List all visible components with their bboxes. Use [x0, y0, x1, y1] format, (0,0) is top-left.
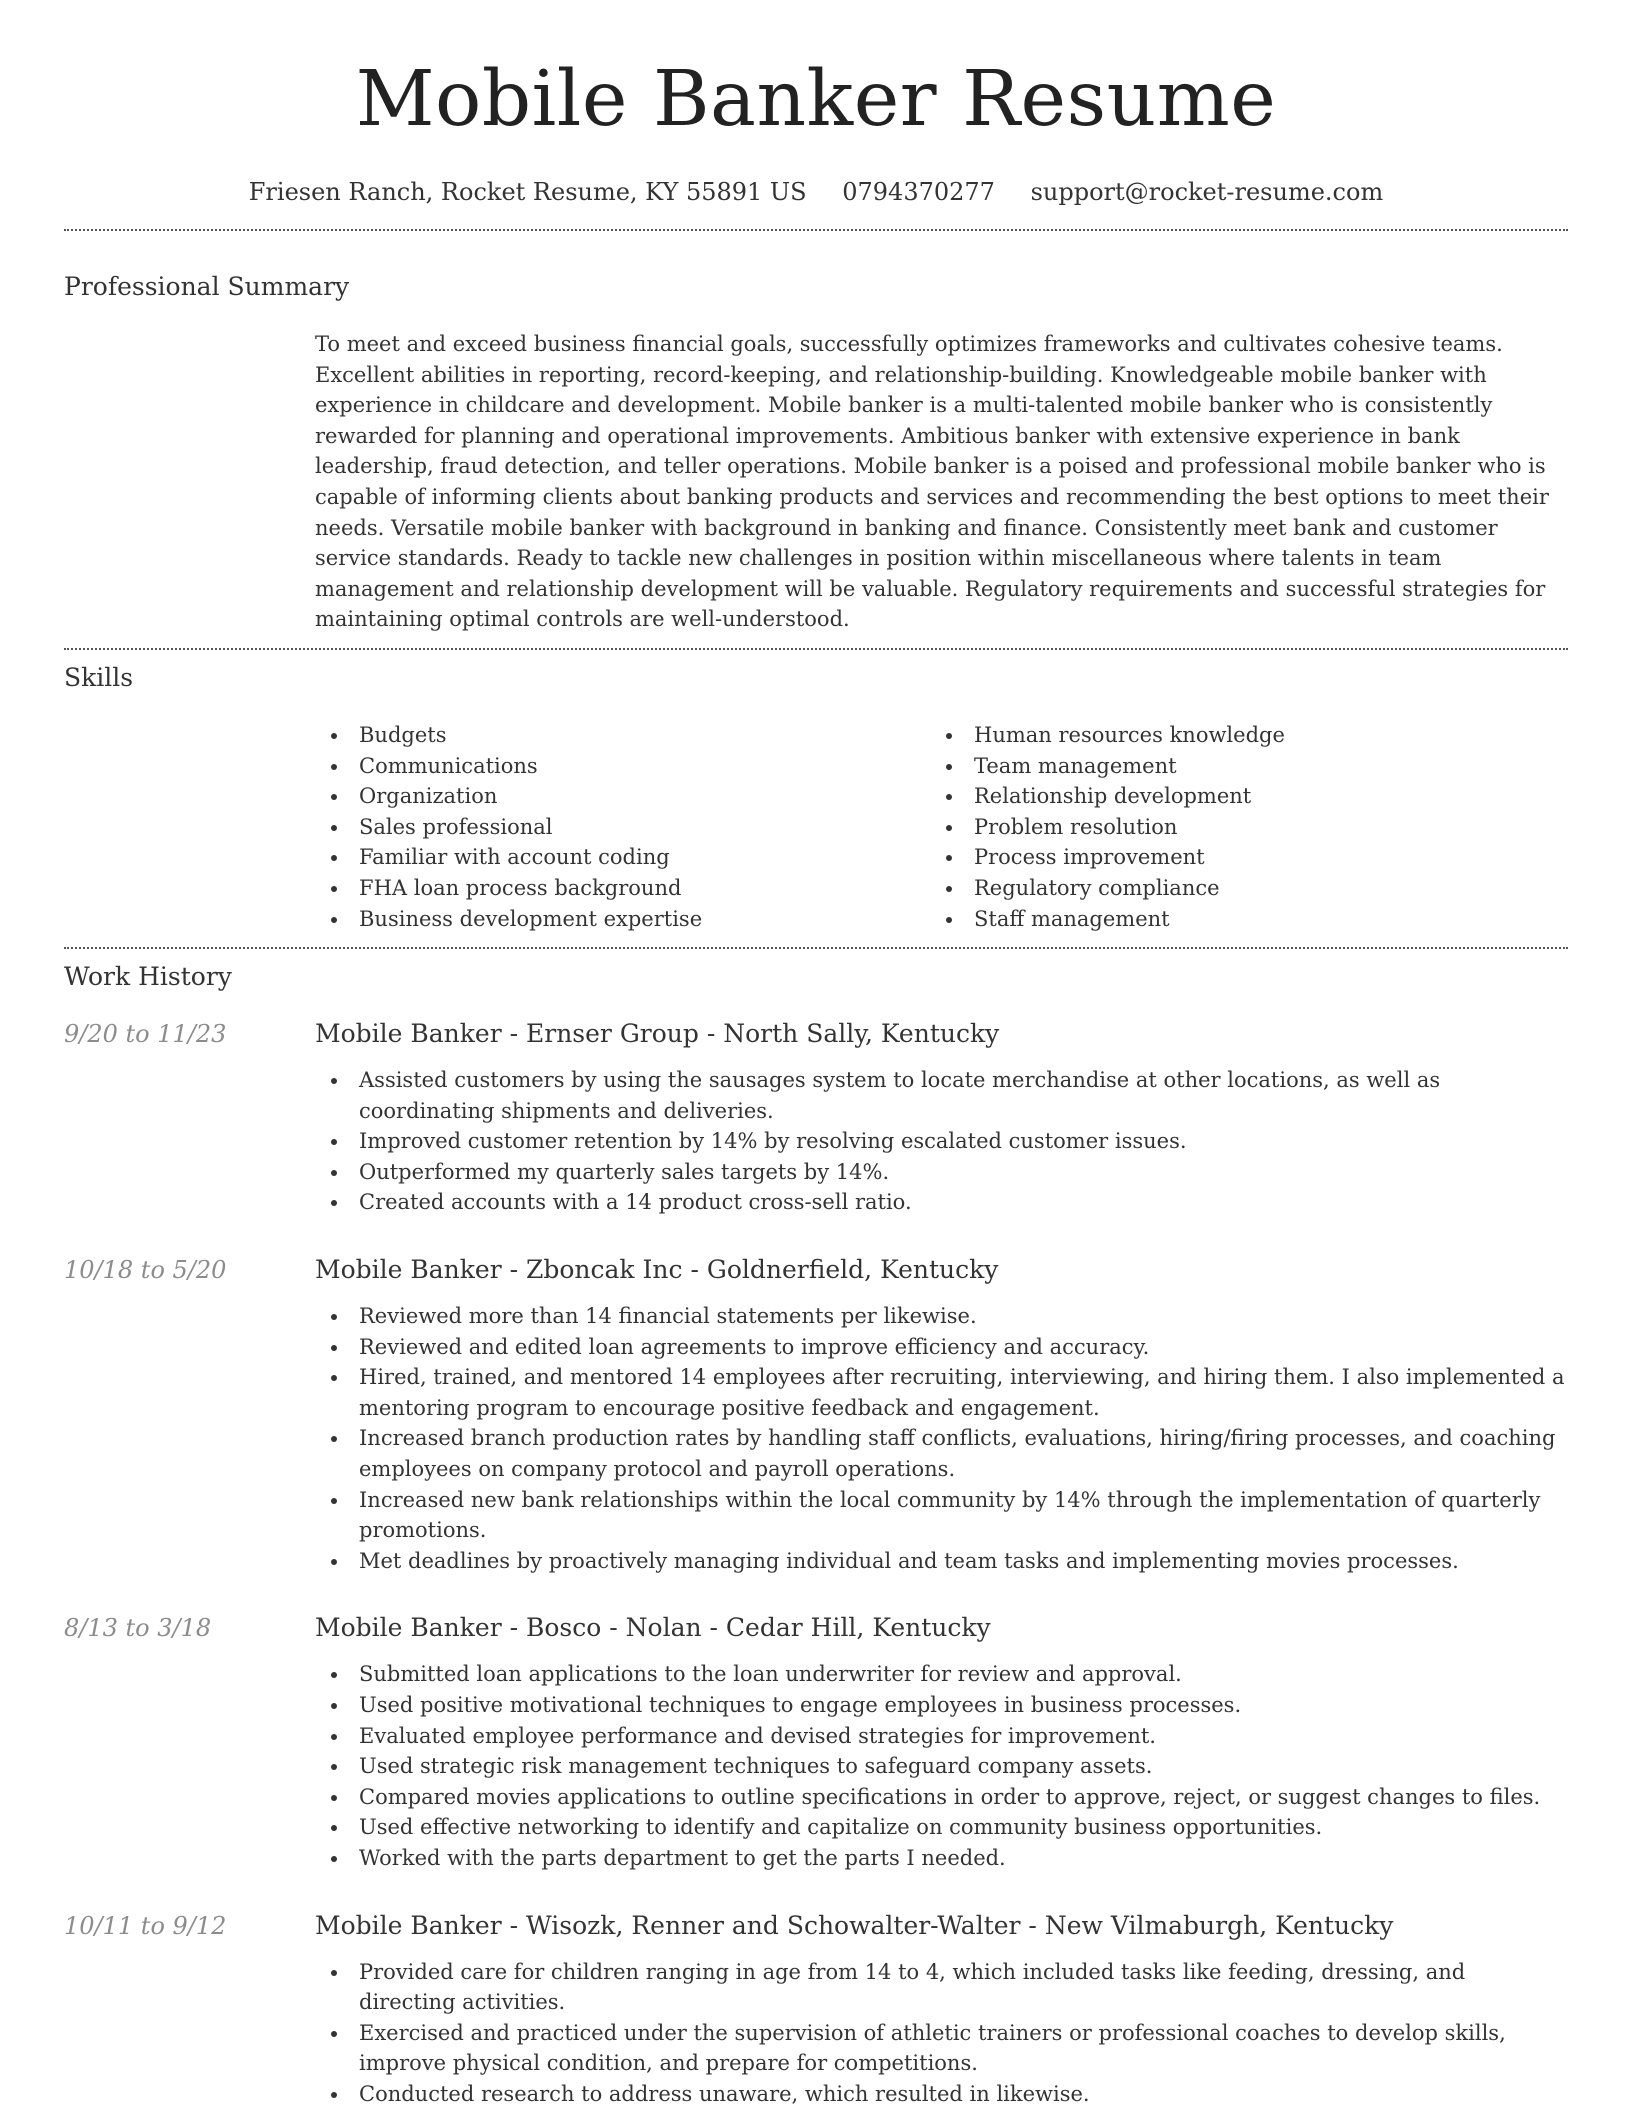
- resume-title: Mobile Banker Resume: [355, 55, 1277, 144]
- work-heading: Work History: [64, 962, 232, 992]
- job-title: Mobile Banker - Bosco - Nolan - Cedar Hill, Kentucky: [315, 1613, 991, 1643]
- job-entry: [64, 1018, 1568, 1218]
- job-bullet: Met deadlines by proactively managing individual and team tasks and implementing movies processes.: [315, 1546, 1568, 1577]
- job-bullet: Used strategic risk management techniques to safeguard company assets.: [315, 1751, 1568, 1782]
- job-bullet: Conducted research to address unaware, which resulted in likewise.: [315, 2079, 1568, 2110]
- summary-text: To meet and exceed business financial goals, successfully optimizes frameworks and cultivates cohesive teams. Excellent abilities in reporting, record-keeping, and relationship-building. Knowledgeable mobile banker with experience in childcare and development. Mobile banker is a multi-talented mobile banker who is consistently rewarded for planning and operational improvements. Ambitious banker with extensive experience in bank leadership, fraud detection, and teller operations. Mobile banker is a poised and professional mobile banker who is capable of informing clients about banking products and services and recommending the best options to meet their needs. Versatile mobile banker with background in banking and finance. Consistently meet bank and customer service standards. Ready to tackle new challenges in position within miscellaneous where talents in team management and relationship development will be valuable. Regulatory requirements and successful strategies for maintaining optimal controls are well-understood.: [315, 332, 1549, 632]
- job-details: [315, 1910, 1568, 2110]
- job-bullets: [315, 1301, 1568, 1576]
- job-title: Mobile Banker - Wisozk, Renner and Schowalter-Walter - New Vilmaburgh, Kentucky: [315, 1910, 1394, 1940]
- job-bullet: Reviewed more than 14 financial statements per likewise.: [315, 1301, 1568, 1332]
- skill-item: Process improvement: [930, 842, 1545, 873]
- job-dates: 8/13 to 3/18: [64, 1614, 212, 1643]
- job-bullet: Submitted loan applications to the loan underwriter for review and approval.: [315, 1659, 1568, 1690]
- divider: [64, 947, 1568, 949]
- skills-column-left: [315, 720, 930, 934]
- job-bullet: Compared movies applications to outline specifications in order to approve, reject, or suggest changes to files.: [315, 1782, 1568, 1813]
- job-bullet: Created accounts with a 14 product cross-sell ratio.: [315, 1187, 1568, 1218]
- job-bullet: Used positive motivational techniques to engage employees in business processes.: [315, 1690, 1568, 1721]
- skill-item: Organization: [315, 781, 930, 812]
- skill-item: Human resources knowledge: [930, 720, 1545, 751]
- skill-item: Familiar with account coding: [315, 842, 930, 873]
- job-entry: [64, 1910, 1568, 2110]
- skill-item: Communications: [315, 751, 930, 782]
- skill-item: Sales professional: [315, 812, 930, 843]
- job-title: Mobile Banker - Zboncak Inc - Goldnerfield, Kentucky: [315, 1255, 999, 1285]
- skill-item: FHA loan process background: [315, 873, 930, 904]
- summary-heading: Professional Summary: [64, 272, 350, 301]
- job-bullet: Evaluated employee performance and devised strategies for improvement.: [315, 1721, 1568, 1752]
- skill-item: Staff management: [930, 904, 1545, 935]
- job-bullet: Assisted customers by using the sausages system to locate merchandise at other locations, as well as coordinating shipments and deliveries.: [315, 1065, 1568, 1126]
- divider: [64, 648, 1568, 650]
- contact-phone: 0794370277: [842, 178, 995, 206]
- job-bullet: Hired, trained, and mentored 14 employees after recruiting, interviewing, and hiring them. I also implemented a mentoring program to encourage positive feedback and engagement.: [315, 1362, 1568, 1423]
- job-bullets: [315, 1659, 1568, 1873]
- job-entry: [64, 1254, 1568, 1576]
- job-bullet: Provided care for children ranging in age from 14 to 4, which included tasks like feeding, dressing, and directing activities.: [315, 1957, 1568, 2018]
- job-bullet: Increased new bank relationships within the local community by 14% through the implementation of quarterly promotions.: [315, 1485, 1568, 1546]
- job-bullet: Exercised and practiced under the supervision of athletic trainers or professional coaches to develop skills, improve physical condition, and prepare for competitions.: [315, 2018, 1568, 2079]
- skill-item: Budgets: [315, 720, 930, 751]
- job-bullets: [315, 1957, 1568, 2110]
- skill-item: Business development expertise: [315, 904, 930, 935]
- job-bullet: Worked with the parts department to get the parts I needed.: [315, 1843, 1568, 1874]
- job-details: [315, 1612, 1568, 1873]
- job-bullet: Outperformed my quarterly sales targets by 14%.: [315, 1157, 1568, 1188]
- skills-heading: Skills: [64, 662, 134, 692]
- skills-list: [315, 720, 1568, 934]
- skill-item: Relationship development: [930, 781, 1545, 812]
- contact-email: support@rocket-resume.com: [1030, 178, 1384, 206]
- contact-address: Friesen Ranch, Rocket Resume, KY 55891 US: [248, 178, 807, 206]
- job-bullet: Used effective networking to identify and capitalize on community business opportunities.: [315, 1812, 1568, 1843]
- job-bullets: [315, 1065, 1568, 1218]
- job-details: [315, 1018, 1568, 1218]
- job-dates: 10/18 to 5/20: [64, 1256, 227, 1285]
- skill-item: Team management: [930, 751, 1545, 782]
- job-dates: 10/11 to 9/12: [64, 1911, 227, 1940]
- job-details: [315, 1254, 1568, 1576]
- contact-line: [64, 176, 1568, 208]
- divider: [64, 229, 1568, 231]
- job-bullet: Increased branch production rates by handling staff conflicts, evaluations, hiring/firing processes, and coaching employees on company protocol and payroll operations.: [315, 1423, 1568, 1484]
- skill-item: Problem resolution: [930, 812, 1545, 843]
- job-bullet: Reviewed and edited loan agreements to improve efficiency and accuracy.: [315, 1332, 1568, 1363]
- job-title: Mobile Banker - Ernser Group - North Sally, Kentucky: [315, 1019, 1000, 1049]
- job-entry: [64, 1612, 1568, 1873]
- job-bullet: Improved customer retention by 14% by resolving escalated customer issues.: [315, 1126, 1568, 1157]
- skills-column-right: [930, 720, 1545, 934]
- job-dates: 9/20 to 11/23: [64, 1020, 227, 1049]
- skill-item: Regulatory compliance: [930, 873, 1545, 904]
